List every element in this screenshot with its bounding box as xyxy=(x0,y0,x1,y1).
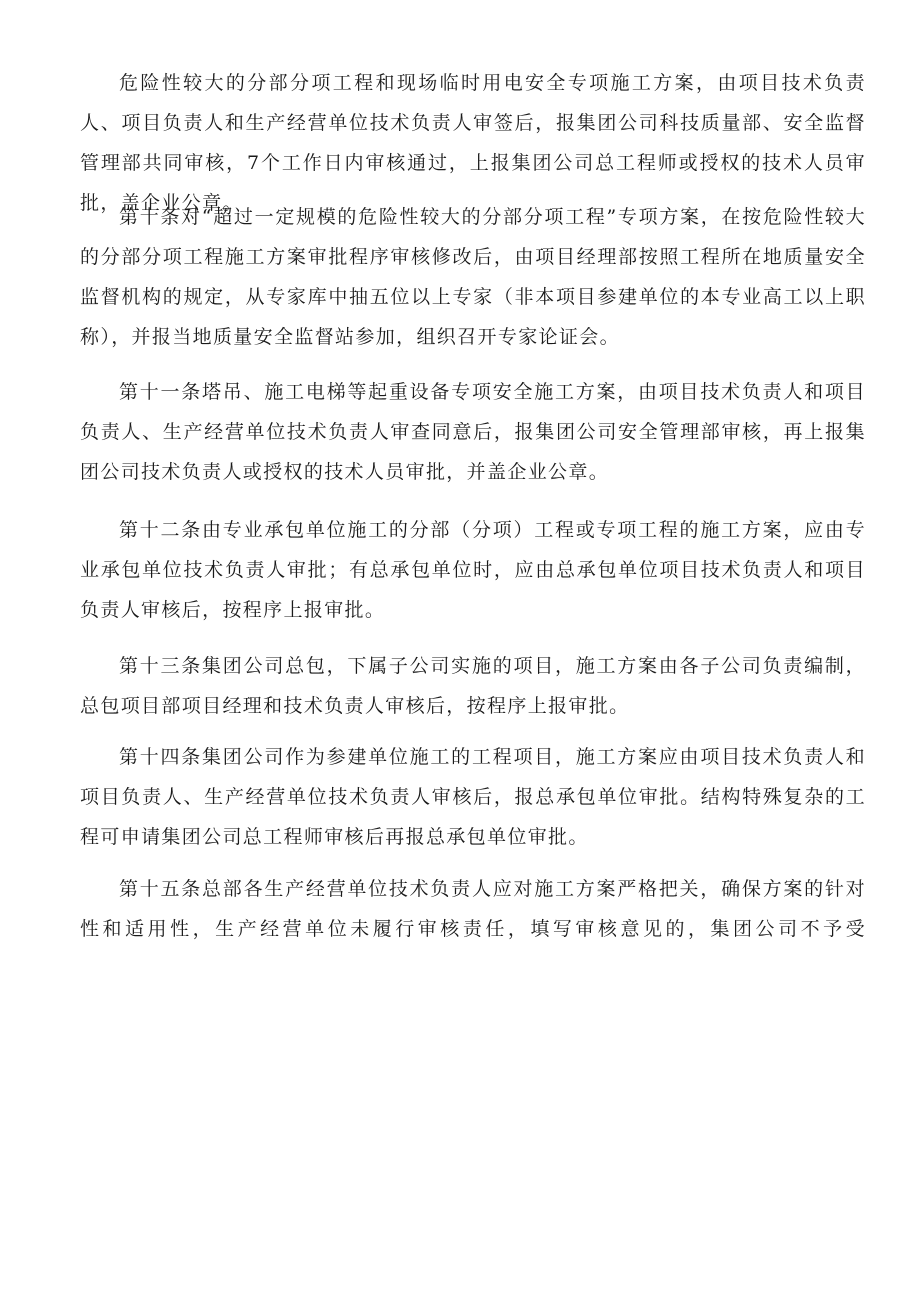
paragraph-article-13: 第十三条集团公司总包，下属子公司实施的项目，施工方案由各子公司负责编制，总包项目部项目经理和技术负责人审核后，按程序上报审批。 xyxy=(80,655,866,717)
paragraph-article-14: 第十四条集团公司作为参建单位施工的工程项目，施工方案应由项目技术负责人和项目负责人、生产经营单位技术负责人审核后，报总承包单位审批。结构特殊复杂的工程可申请集团公司总工程师审核后再报总承包单位审批。 xyxy=(80,746,866,848)
paragraph-article-10: 第十条对“超过一定规模的危险性较大的分部分项工程”专项方案，在按危险性较大的分部分项工程施工方案审批程序审核修改后，由项目经理部按照工程所在地质量安全监督机构的规定，从专家库中抽五位以上专家（非本项目参建单位的本专业高工以上职称），并报当地质量安全监督站参加，组织召开专家论证会。 xyxy=(80,206,866,348)
paragraph-hazardous-works-approval: 危险性较大的分部分项工程和现场临时用电安全专项施工方案，由项目技术负责人、项目负责人和生产经营单位技术负责人审签后，报集团公司科技质量部、安全监督管理部共同审核，7个工作日内审核通过，上报集团公司总工程师或授权的技术人员审批，盖企业公章。 xyxy=(80,72,866,214)
paragraph-article-11: 第十一条塔吊、施工电梯等起重设备专项安全施工方案，由项目技术负责人和项目负责人、生产经营单位技术负责人审查同意后，报集团公司安全管理部审核，再上报集团公司技术负责人或授权的技术人员审批，并盖企业公章。 xyxy=(80,381,866,483)
paragraph-article-15: 第十五条总部各生产经营单位技术负责人应对施工方案严格把关，确保方案的针对性和适用性，生产经营单位未履行审核责任，填写审核意见的，集团公司不予受 xyxy=(80,878,866,940)
paragraph-article-12: 第十二条由专业承包单位施工的分部（分项）工程或专项工程的施工方案，应由专业承包单位技术负责人审批；有总承包单位时，应由总承包单位项目技术负责人和项目负责人审核后，按程序上报审批。 xyxy=(80,519,866,621)
